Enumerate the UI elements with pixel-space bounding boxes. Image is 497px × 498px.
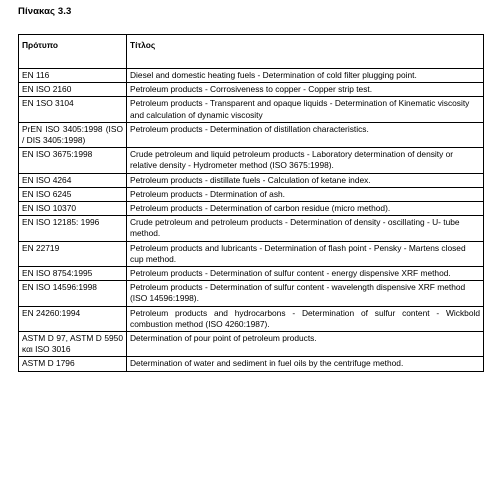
table-row bbox=[19, 281, 484, 306]
table-row bbox=[19, 267, 484, 281]
standard-title: Petroleum products - Determination of distillation characteristics. bbox=[127, 122, 484, 147]
standard-title: Crude petroleum and liquid petroleum products - Laboratory determination of density or relative density - Hydrometer method (ISO 3675:1998). bbox=[127, 148, 484, 173]
standard-title: Petroleum products - Dtermination of ash. bbox=[127, 187, 484, 201]
standard-title: Determination of pour point of petroleum products. bbox=[127, 332, 484, 357]
header-title: Τίτλος bbox=[127, 35, 484, 69]
standard-code: EN ISO 2160 bbox=[19, 83, 127, 97]
standard-code: EN ISO 6245 bbox=[19, 187, 127, 201]
standard-title: Petroleum products and hydrocarbons - Determination of sulfur content - Wickbold combustion method (ISO 4260:1987). bbox=[127, 306, 484, 331]
standard-title: Crude petroleum and petroleum products - Determination of density - oscillating - U- tube method. bbox=[127, 216, 484, 241]
standard-code: EN 22719 bbox=[19, 241, 127, 266]
table-row bbox=[19, 97, 484, 122]
standard-title: Petroleum products - Transparent and opaque liquids - Determination of Kinematic viscosity and calculation of dynamic viscosity bbox=[127, 97, 484, 122]
table-caption: Πίνακας 3.3 bbox=[18, 6, 72, 17]
standard-code: EN ISO 3675:1998 bbox=[19, 148, 127, 173]
header-standard: Πρότυπο bbox=[19, 35, 127, 69]
standard-title: Determination of water and sediment in fuel oils by the centrifuge method. bbox=[127, 357, 484, 371]
standard-code: PrEN ISO 3405:1998 (ISO / DIS 3405:1998) bbox=[19, 122, 127, 147]
table-row bbox=[19, 148, 484, 173]
standard-code: EN ISO 4264 bbox=[19, 173, 127, 187]
standard-code: EN 1SO 3104 bbox=[19, 97, 127, 122]
table-row bbox=[19, 306, 484, 331]
table-row bbox=[19, 83, 484, 97]
table-row bbox=[19, 216, 484, 241]
table-row bbox=[19, 241, 484, 266]
table-row bbox=[19, 173, 484, 187]
table-row bbox=[19, 187, 484, 201]
table-header-row bbox=[19, 35, 484, 69]
table-row bbox=[19, 69, 484, 83]
table-row bbox=[19, 332, 484, 357]
standard-code: EN ISO 12185: 1996 bbox=[19, 216, 127, 241]
standard-code: EN ISO 14596:1998 bbox=[19, 281, 127, 306]
standard-code: ASTM D 97, ASTM D 5950 και ISO 3016 bbox=[19, 332, 127, 357]
table-row bbox=[19, 202, 484, 216]
standard-code: EN 24260:1994 bbox=[19, 306, 127, 331]
standard-code: EN 116 bbox=[19, 69, 127, 83]
standard-title: Petroleum products - Determination of sulfur content - wavelength dispensive XRF method (ISO 14596:1998). bbox=[127, 281, 484, 306]
standard-code: ASTM D 1796 bbox=[19, 357, 127, 371]
standard-code: EN ISO 10370 bbox=[19, 202, 127, 216]
standard-title: Petroleum products - Corrosiveness to copper - Copper strip test. bbox=[127, 83, 484, 97]
standard-title: Petroleum products - Determination of carbon residue (micro method). bbox=[127, 202, 484, 216]
table-row bbox=[19, 122, 484, 147]
standard-title: Petroleum products - distillate fuels - Calculation of ketane index. bbox=[127, 173, 484, 187]
standard-title: Petroleum products and lubricants - Determination of flash point - Pensky - Martens closed cup method. bbox=[127, 241, 484, 266]
standard-title: Petroleum products - Determination of sulfur content - energy dispensive XRF method. bbox=[127, 267, 484, 281]
standards-table bbox=[18, 34, 484, 372]
standard-code: EN ISO 8754:1995 bbox=[19, 267, 127, 281]
standard-title: Diesel and domestic heating fuels - Determination of cold filter plugging point. bbox=[127, 69, 484, 83]
table-row bbox=[19, 357, 484, 371]
